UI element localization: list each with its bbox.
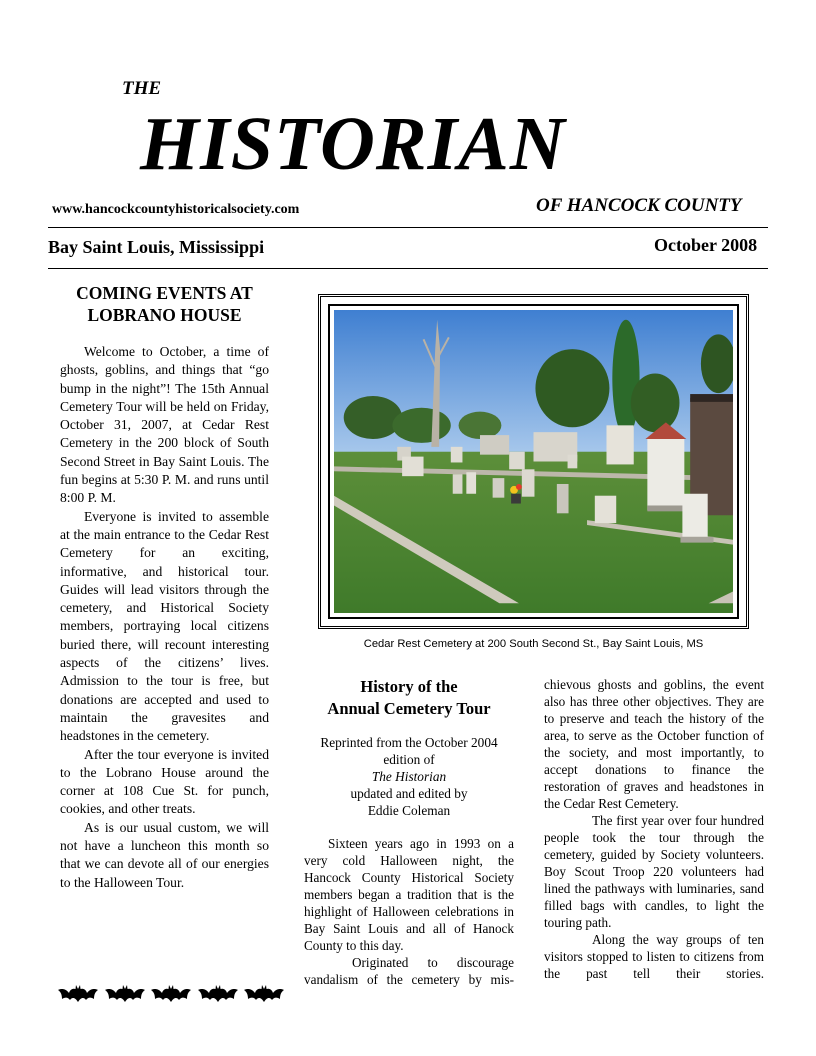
cemetery-tour-history-heading [304, 676, 514, 720]
masthead-subtitle: OF HANCOCK COUNTY [536, 195, 742, 216]
photo-caption: Cedar Rest Cemetery at 200 South Second St., Bay Saint Louis, MS [363, 638, 704, 650]
paragraph: Welcome to October, a time of ghosts, goblins, and things that “go bump in the night”! The 15th Annual Cemetery Tour will be held on Friday, October 31, 2007, at Cedar Rest Cemetery in the 200 block of South Second Street in Bay Saint Louis. The fun begins at 5:30 P. M. and runs until 8:00 P. M. [60, 344, 269, 506]
paragraph: Originated to discourage vandalism of the cemetery by mis- [304, 955, 514, 987]
reprint-editor: Eddie Coleman [367, 803, 451, 818]
masthead-the: THE [122, 78, 162, 99]
bat-icon [198, 980, 238, 1006]
bat-icon [244, 980, 284, 1006]
cemetery-photo-frame [318, 294, 749, 629]
reprint-publication: The Historian [371, 769, 447, 784]
paragraph: The first year over four hundred people took the tour through the cemetery, guided by Society volunteers. Boy Scout Troop 220 volunteers had lined the pathways with luminaries, sand filled bags with candles, to light the touring path. [544, 813, 764, 930]
coming-events-body [60, 343, 269, 892]
reprint-line: edition of [383, 752, 435, 767]
coming-events-heading-line2: LOBRANO HOUSE [87, 305, 242, 325]
reprint-line: Reprinted from the October 2004 [320, 735, 498, 750]
cemetery-tour-history-continued [544, 676, 764, 982]
coming-events-heading-line1: COMING EVENTS AT [76, 283, 253, 303]
paragraph: chievous ghosts and goblins, the event also has three other objectives. They are to preserve and teach the history of the area, to serve as the October function of the society, and most importantly, to accept donations to finance the restoration of graves and headstones in the Cedar Rest Cemetery. [544, 677, 764, 811]
masthead-title: HISTORIAN [140, 102, 566, 186]
paragraph: Sixteen years ago in 1993 on a very cold Halloween night, the Hancock County Historical Society members began a tradition that is the highlight of Halloween celebrations in Bay Saint Louis and all of Hanock County to this day. [304, 836, 514, 953]
paragraph: After the tour everyone is invited to the Lobrano House around the corner at 108 Cue St. for punch, cookies, and other treats. [60, 746, 269, 817]
bat-decoration-row [58, 980, 284, 1008]
coming-events-column [60, 282, 269, 892]
issue-date: October 2008 [654, 235, 758, 255]
cemetery-tour-history-column [304, 676, 514, 988]
bat-icon [105, 980, 145, 1006]
paragraph: Everyone is invited to assemble at the main entrance to the Cedar Rest Cemetery for an exciting, informative, and historical tour. Guides will lead visitors through the cemetery, and Historical Society members, portraying local citizens buried there, will recount interesting aspects of the citizens’ lives. Admission to the tour is free, but donations are accepted and used to maintain the gravesites and headstones in the cemetery. [60, 508, 269, 744]
bat-icon [58, 980, 98, 1006]
header-rule-top [48, 227, 768, 228]
cemetery-tour-history-heading-line1: History of the [360, 677, 458, 696]
coming-events-heading [60, 282, 269, 326]
reprint-line: updated and edited by [350, 786, 468, 801]
paragraph: As is our usual custom, we will not have a luncheon this month so that we can devote all of our energies to the Halloween Tour. [60, 819, 269, 890]
bat-icon [151, 980, 191, 1006]
cemetery-photo-border [328, 304, 739, 619]
header-rule-bottom [48, 268, 768, 269]
cemetery-tour-history-heading-line2: Annual Cemetery Tour [327, 699, 491, 718]
cemetery-tour-history-body [304, 835, 514, 988]
paragraph: Along the way groups of ten visitors stopped to listen to citizens from the past tell their stories. [544, 932, 764, 981]
cemetery-photo [334, 310, 733, 613]
cemetery-tour-history-body-continued [544, 676, 764, 982]
location-label: Bay Saint Louis, Mississippi [48, 237, 265, 257]
reprint-note [304, 734, 514, 819]
website-url[interactable]: www.hancockcountyhistoricalsociety.com [52, 202, 300, 217]
